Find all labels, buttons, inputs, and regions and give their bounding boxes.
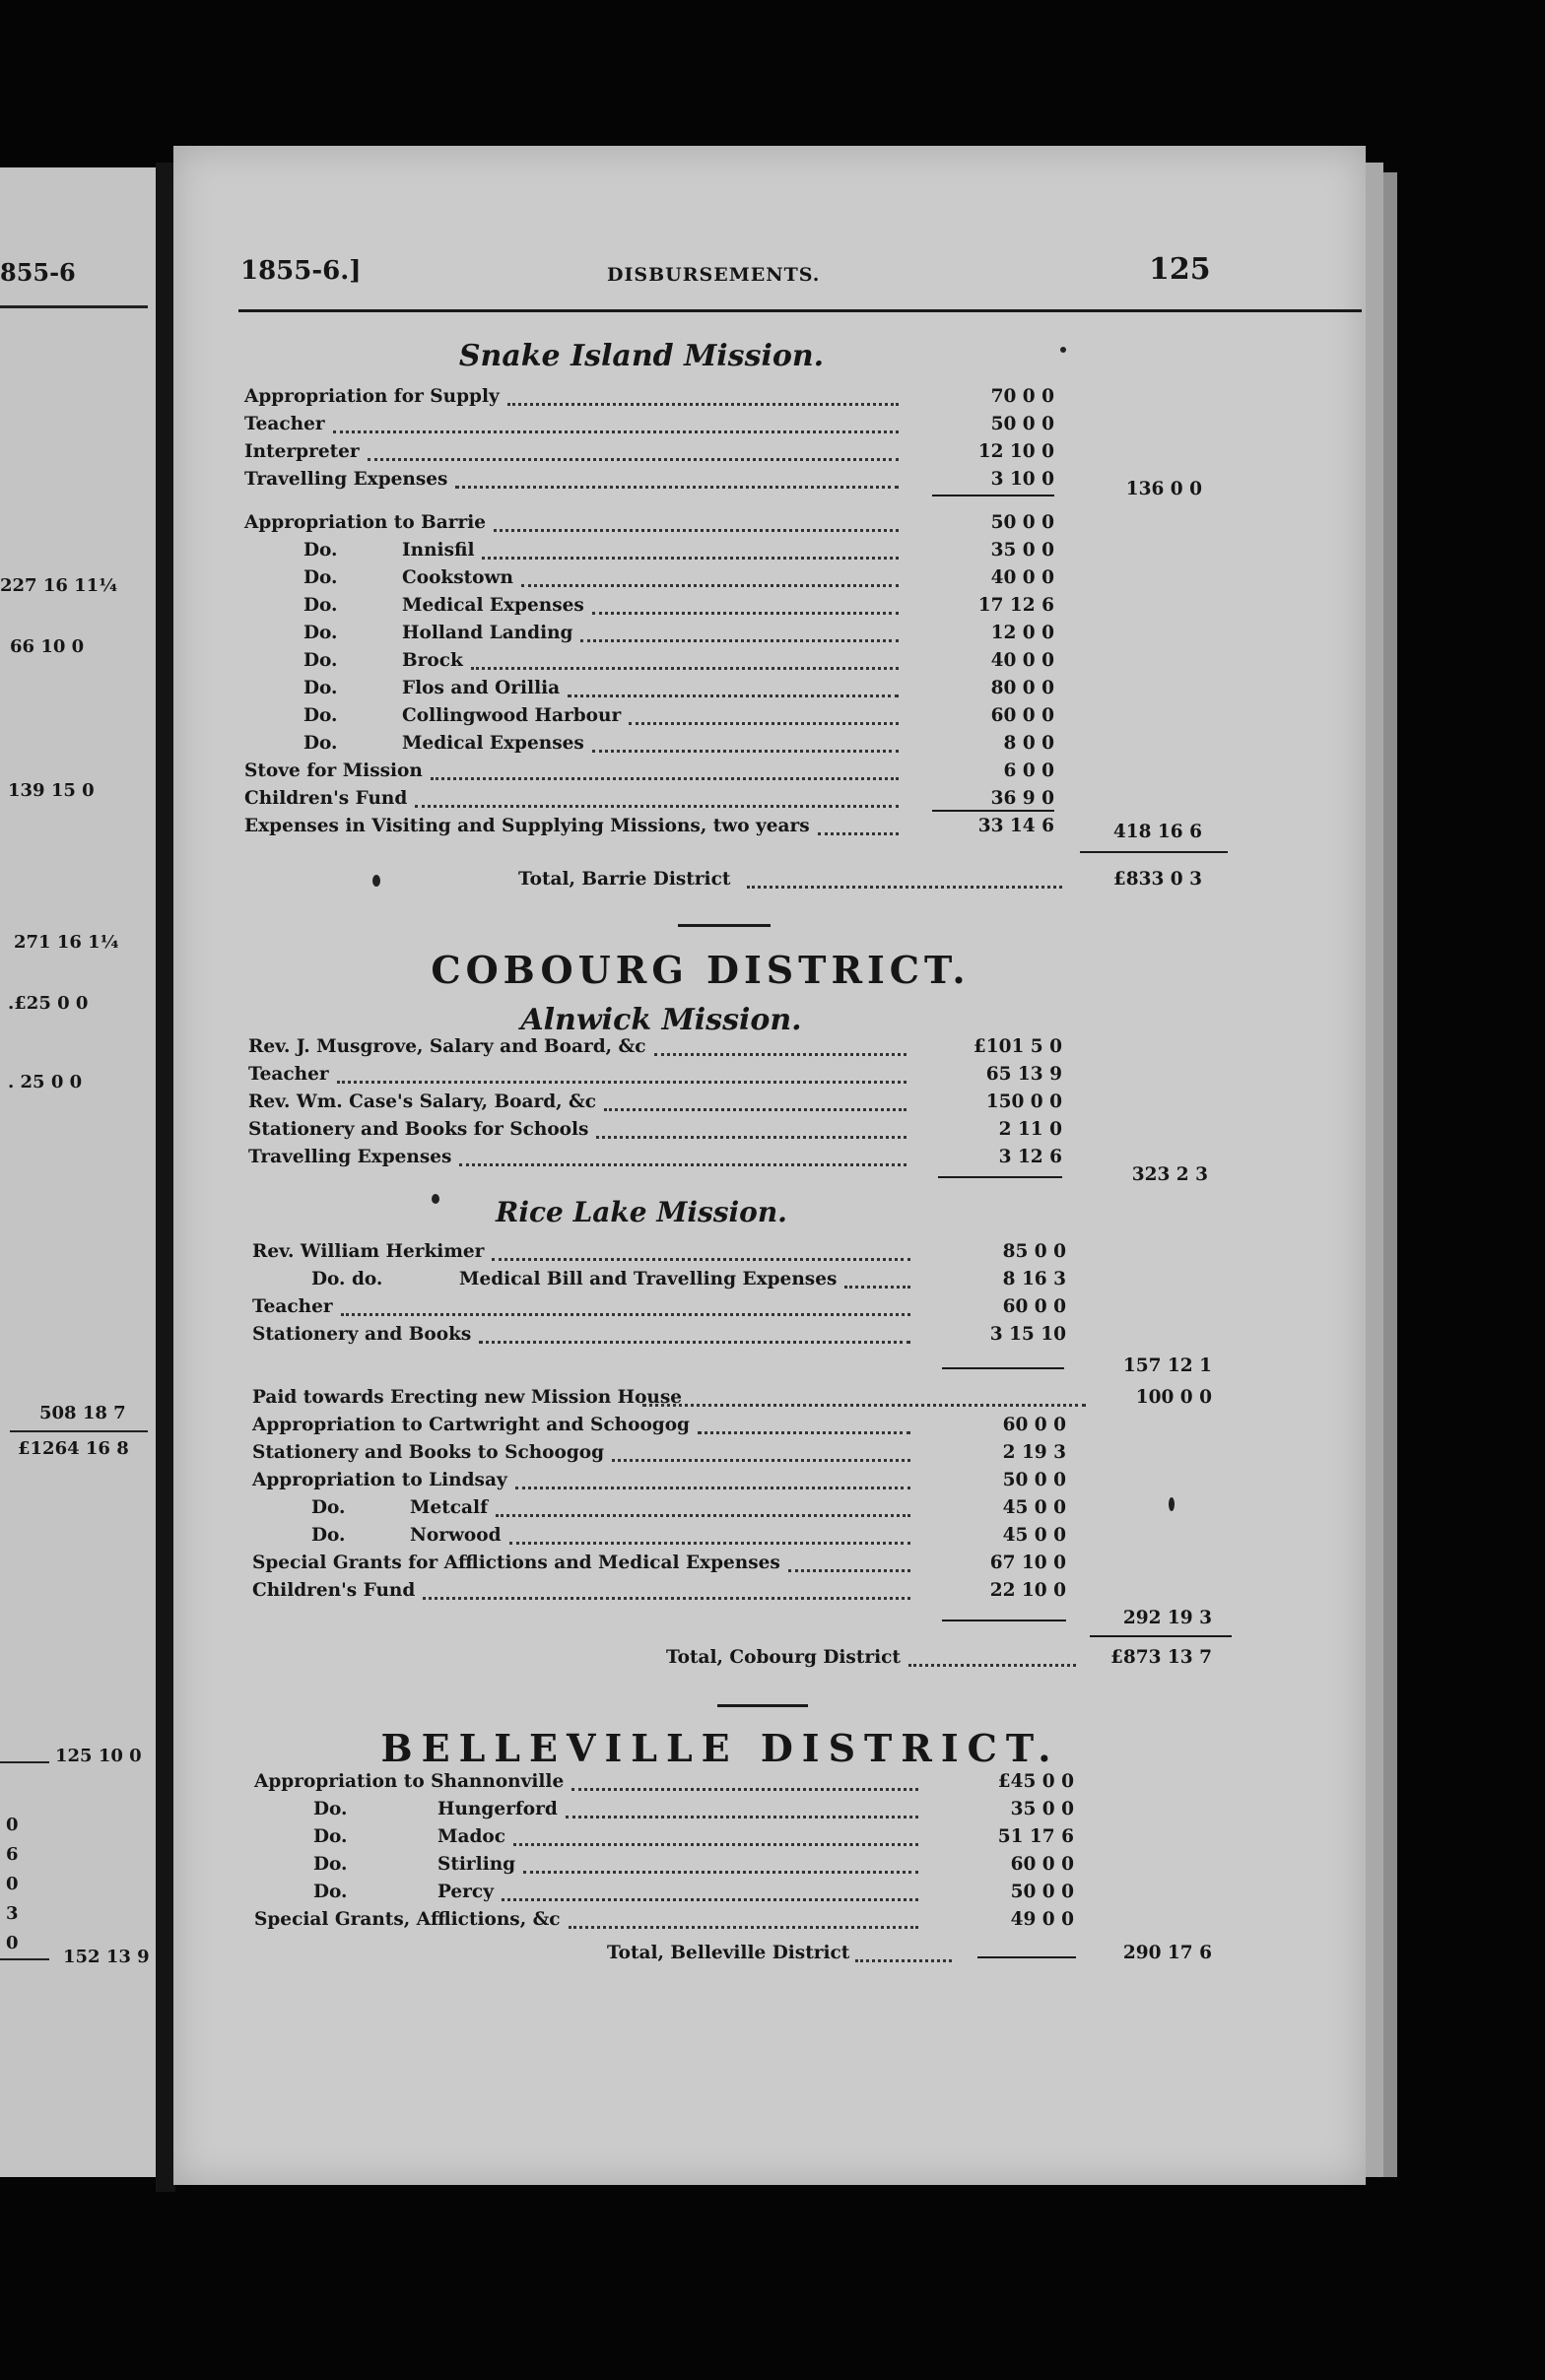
belleville-label: Stirling xyxy=(437,1854,516,1875)
alnwick-label: Rev. J. Musgrove, Salary and Board, &c xyxy=(248,1036,646,1057)
ditto-prefix: Do. xyxy=(313,1854,348,1875)
leader-dots xyxy=(569,1918,918,1929)
alnwick-label: Travelling Expenses xyxy=(248,1147,452,1167)
ditto-prefix: Do. xyxy=(303,567,338,588)
left-page-number: 227 16 11¼ xyxy=(0,575,117,596)
belleville-total-label: Total, Belleville District xyxy=(607,1943,850,1963)
left-page-number: 139 15 0 xyxy=(8,780,95,801)
leader-dots xyxy=(455,478,899,489)
ditto-prefix: Do. xyxy=(311,1497,346,1518)
rice-lake-mission-title: Rice Lake Mission. xyxy=(496,1196,787,1228)
left-page-number: 125 10 0 xyxy=(55,1746,142,1766)
cobourg-amount: 22 10 0 xyxy=(989,1580,1066,1601)
leader-dots xyxy=(492,1250,910,1261)
ditto-prefix: Do. xyxy=(303,678,338,698)
barrie-label: Appropriation to Barrie xyxy=(244,512,487,533)
page-number: 125 xyxy=(1149,252,1211,287)
leader-dots xyxy=(513,1835,918,1846)
left-page-number: 3 xyxy=(6,1903,19,1924)
cobourg-total-label: Total, Cobourg District xyxy=(666,1647,901,1668)
left-page-number: 152 13 9 xyxy=(63,1947,150,1967)
leader-dots xyxy=(502,1890,918,1901)
ledger-page xyxy=(173,146,1366,2185)
ditto-prefix: Do. xyxy=(311,1525,346,1546)
belleville-label: Hungerford xyxy=(437,1799,558,1819)
leader-dots xyxy=(629,714,899,725)
cobourg-other-subtotal: 292 19 3 xyxy=(1122,1608,1212,1628)
ditto-prefix: Do. xyxy=(303,733,338,754)
page-edge xyxy=(1383,172,1397,2177)
cobourg-label: Special Grants for Afflictions and Medical Expenses xyxy=(252,1553,780,1573)
barrie-amount: 40 0 0 xyxy=(990,567,1054,588)
leader-dots xyxy=(788,1561,910,1572)
barrie-total: £833 0 3 xyxy=(1112,869,1202,890)
leader-dots xyxy=(333,423,899,433)
cobourg-amount: 50 0 0 xyxy=(1002,1470,1066,1490)
leader-dots xyxy=(459,1156,907,1166)
section-divider xyxy=(717,1704,808,1707)
barrie-amount: 36 9 0 xyxy=(990,788,1054,809)
barrie-amount: 17 12 6 xyxy=(977,595,1054,616)
rice-lake-label: Rev. William Herkimer xyxy=(252,1241,485,1262)
left-page-number: .£25 0 0 xyxy=(8,993,89,1014)
alnwick-amount: 150 0 0 xyxy=(985,1091,1062,1112)
rice-lake-subtotal: 157 12 1 xyxy=(1122,1355,1212,1376)
snake-island-amount: 3 10 0 xyxy=(990,469,1054,490)
rice-lake-amount: 8 16 3 xyxy=(1002,1269,1066,1289)
snake-island-label: Travelling Expenses xyxy=(244,469,448,490)
left-page-number: . 25 0 0 xyxy=(8,1072,83,1092)
ink-speck xyxy=(1169,1497,1175,1511)
page-header-year: 1855-6.] xyxy=(240,256,362,286)
snake-island-mission-title: Snake Island Mission. xyxy=(458,339,825,373)
belleville-label: Special Grants, Afflictions, &c xyxy=(254,1909,561,1930)
barrie-label: Cookstown xyxy=(402,567,513,588)
belleville-label: Appropriation to Shannonville xyxy=(254,1771,565,1792)
ditto-prefix: Do. xyxy=(313,1826,348,1847)
leader-dots xyxy=(423,1589,910,1600)
belleville-label: Madoc xyxy=(437,1826,506,1847)
barrie-label: Holland Landing xyxy=(402,623,573,643)
belleville-total: 290 17 6 xyxy=(1122,1943,1212,1963)
mission-house-amount: 100 0 0 xyxy=(1135,1387,1212,1408)
leader-dots xyxy=(580,631,899,642)
leader-dots xyxy=(855,1951,952,1962)
leader-dots xyxy=(592,604,899,615)
snake-island-amount: 50 0 0 xyxy=(990,414,1054,434)
left-page-rule xyxy=(0,1761,49,1763)
leader-dots xyxy=(509,1534,910,1545)
alnwick-subtotal: 323 2 3 xyxy=(1131,1164,1208,1185)
left-page-number: 6 xyxy=(6,1844,19,1865)
leader-dots xyxy=(571,1780,918,1791)
alnwick-amount: 65 13 9 xyxy=(985,1064,1062,1085)
leader-dots xyxy=(568,687,899,697)
rice-lake-label: Stationery and Books xyxy=(252,1324,472,1345)
rice-lake-amount: 3 15 10 xyxy=(989,1324,1066,1345)
leader-dots xyxy=(496,1506,910,1517)
leader-dots xyxy=(337,1073,907,1084)
leader-dots xyxy=(654,1045,907,1056)
ditto-prefix: Do. xyxy=(313,1882,348,1902)
leader-dots xyxy=(612,1451,910,1462)
leader-dots xyxy=(844,1278,910,1289)
snake-island-label: Teacher xyxy=(244,414,325,434)
alnwick-amount: 2 11 0 xyxy=(998,1119,1062,1140)
barrie-amount: 33 14 6 xyxy=(977,816,1054,836)
ink-speck xyxy=(432,1194,439,1204)
left-page-rule xyxy=(10,1430,148,1432)
cobourg-label: Appropriation to Cartwright and Schoogog xyxy=(252,1415,690,1435)
cobourg-amount: 60 0 0 xyxy=(1002,1415,1066,1435)
leader-dots xyxy=(604,1100,907,1111)
barrie-amount: 40 0 0 xyxy=(990,650,1054,671)
total-rule xyxy=(1080,851,1228,853)
leader-dots xyxy=(494,521,899,532)
left-page-number: 66 10 0 xyxy=(10,636,85,657)
ditto-prefix: Do. xyxy=(303,595,338,616)
left-page-header-rule xyxy=(0,305,148,308)
cobourg-amount: 45 0 0 xyxy=(1002,1525,1066,1546)
leader-dots xyxy=(515,1479,910,1489)
book-spine xyxy=(156,163,175,2192)
left-page-rule xyxy=(0,1958,49,1960)
alnwick-mission-title: Alnwick Mission. xyxy=(520,1003,802,1037)
leader-dots xyxy=(566,1808,918,1818)
left-page-number: 0 xyxy=(6,1815,19,1835)
snake-island-label: Interpreter xyxy=(244,441,360,462)
belleville-amount: £45 0 0 xyxy=(997,1771,1074,1792)
total-rule xyxy=(977,1956,1076,1958)
snake-island-amount: 12 10 0 xyxy=(977,441,1054,462)
cobourg-label: Children's Fund xyxy=(252,1580,416,1601)
left-page-number: £1264 16 8 xyxy=(18,1438,129,1459)
barrie-amount: 80 0 0 xyxy=(990,678,1054,698)
page-header-title: DISBURSEMENTS. xyxy=(607,264,821,286)
barrie-amount: 35 0 0 xyxy=(990,540,1054,561)
cobourg-total: £873 13 7 xyxy=(1110,1647,1212,1668)
belleville-amount: 35 0 0 xyxy=(1010,1799,1074,1819)
barrie-label: Collingwood Harbour xyxy=(402,705,622,726)
belleville-amount: 49 0 0 xyxy=(1010,1909,1074,1930)
subtotal-rule xyxy=(932,495,1054,496)
ink-speck xyxy=(1060,347,1066,353)
previous-page-fragment xyxy=(0,167,158,2177)
belleville-amount: 51 17 6 xyxy=(997,1826,1074,1847)
total-rule xyxy=(1090,1635,1232,1637)
leader-dots xyxy=(596,1128,907,1139)
subtotal-rule xyxy=(938,1176,1062,1178)
belleville-district-title: BELLEVILLE DISTRICT. xyxy=(380,1726,1060,1770)
barrie-label: Medical Expenses xyxy=(402,733,584,754)
leader-dots xyxy=(507,395,899,406)
leader-dots xyxy=(642,1396,1086,1407)
leader-dots xyxy=(818,825,899,835)
rice-lake-label: Medical Bill and Travelling Expenses xyxy=(459,1269,838,1289)
left-page-number: 0 xyxy=(6,1874,19,1894)
barrie-label: Stove for Mission xyxy=(244,760,423,781)
snake-island-amount: 70 0 0 xyxy=(990,386,1054,407)
subtotal-rule xyxy=(942,1367,1064,1369)
leader-dots xyxy=(368,450,899,461)
alnwick-label: Stationery and Books for Schools xyxy=(248,1119,589,1140)
cobourg-amount: 2 19 3 xyxy=(1002,1442,1066,1463)
cobourg-amount: 45 0 0 xyxy=(1002,1497,1066,1518)
left-page-number: 271 16 1¼ xyxy=(14,932,119,953)
leader-dots xyxy=(479,1333,910,1344)
ditto-prefix: Do. xyxy=(303,623,338,643)
ditto-prefix: Do. do. xyxy=(311,1269,383,1289)
leader-dots xyxy=(698,1423,910,1434)
page-edge xyxy=(1366,163,1383,2177)
barrie-label: Expenses in Visiting and Supplying Missions, two years xyxy=(244,816,810,836)
rice-lake-amount: 60 0 0 xyxy=(1002,1296,1066,1317)
subtotal-rule xyxy=(932,810,1054,812)
snake-island-subtotal: 136 0 0 xyxy=(1125,479,1202,499)
ink-speck xyxy=(372,875,380,887)
ditto-prefix: Do. xyxy=(313,1799,348,1819)
subtotal-rule xyxy=(942,1620,1066,1621)
leader-dots xyxy=(521,576,899,587)
alnwick-amount: £101 5 0 xyxy=(973,1036,1062,1057)
rice-lake-label: Teacher xyxy=(252,1296,333,1317)
alnwick-label: Rev. Wm. Case's Salary, Board, &c xyxy=(248,1091,597,1112)
mission-house-label: Paid towards Erecting new Mission House xyxy=(252,1387,683,1408)
barrie-label: Brock xyxy=(402,650,463,671)
rice-lake-amount: 85 0 0 xyxy=(1002,1241,1066,1262)
leader-dots xyxy=(471,659,899,670)
belleville-amount: 60 0 0 xyxy=(1010,1854,1074,1875)
alnwick-amount: 3 12 6 xyxy=(998,1147,1062,1167)
leader-dots xyxy=(908,1656,1076,1667)
leader-dots xyxy=(431,769,899,780)
leader-dots xyxy=(523,1863,918,1874)
barrie-amount: 12 0 0 xyxy=(990,623,1054,643)
barrie-label: Flos and Orillia xyxy=(402,678,561,698)
cobourg-label: Stationery and Books to Schoogog xyxy=(252,1442,605,1463)
cobourg-label: Appropriation to Lindsay xyxy=(252,1470,507,1490)
barrie-label: Children's Fund xyxy=(244,788,408,809)
belleville-label: Percy xyxy=(437,1882,494,1902)
alnwick-label: Teacher xyxy=(248,1064,329,1085)
barrie-label: Innisfil xyxy=(402,540,475,561)
barrie-subtotal: 418 16 6 xyxy=(1112,822,1202,842)
barrie-amount: 60 0 0 xyxy=(990,705,1054,726)
belleville-amount: 50 0 0 xyxy=(1010,1882,1074,1902)
snake-island-label: Appropriation for Supply xyxy=(244,386,500,407)
leader-dots xyxy=(482,549,899,560)
left-page-number: 0 xyxy=(6,1933,19,1953)
leader-dots xyxy=(415,797,899,808)
barrie-label: Medical Expenses xyxy=(402,595,584,616)
leader-dots xyxy=(747,878,1062,889)
cobourg-district-title: COBOURG DISTRICT. xyxy=(431,948,971,992)
barrie-amount: 8 0 0 xyxy=(1003,733,1054,754)
cobourg-label: Metcalf xyxy=(410,1497,489,1518)
cobourg-amount: 67 10 0 xyxy=(989,1553,1066,1573)
cobourg-label: Norwood xyxy=(410,1525,502,1546)
section-divider xyxy=(678,924,771,927)
ditto-prefix: Do. xyxy=(303,650,338,671)
left-page-header: 855-6 xyxy=(0,258,76,287)
left-page-number: 508 18 7 xyxy=(39,1403,126,1423)
barrie-total-label: Total, Barrie District xyxy=(518,869,731,890)
leader-dots xyxy=(341,1305,910,1316)
ditto-prefix: Do. xyxy=(303,540,338,561)
barrie-amount: 50 0 0 xyxy=(990,512,1054,533)
barrie-amount: 6 0 0 xyxy=(1003,760,1054,781)
leader-dots xyxy=(592,742,899,753)
header-rule xyxy=(238,309,1362,312)
ditto-prefix: Do. xyxy=(303,705,338,726)
